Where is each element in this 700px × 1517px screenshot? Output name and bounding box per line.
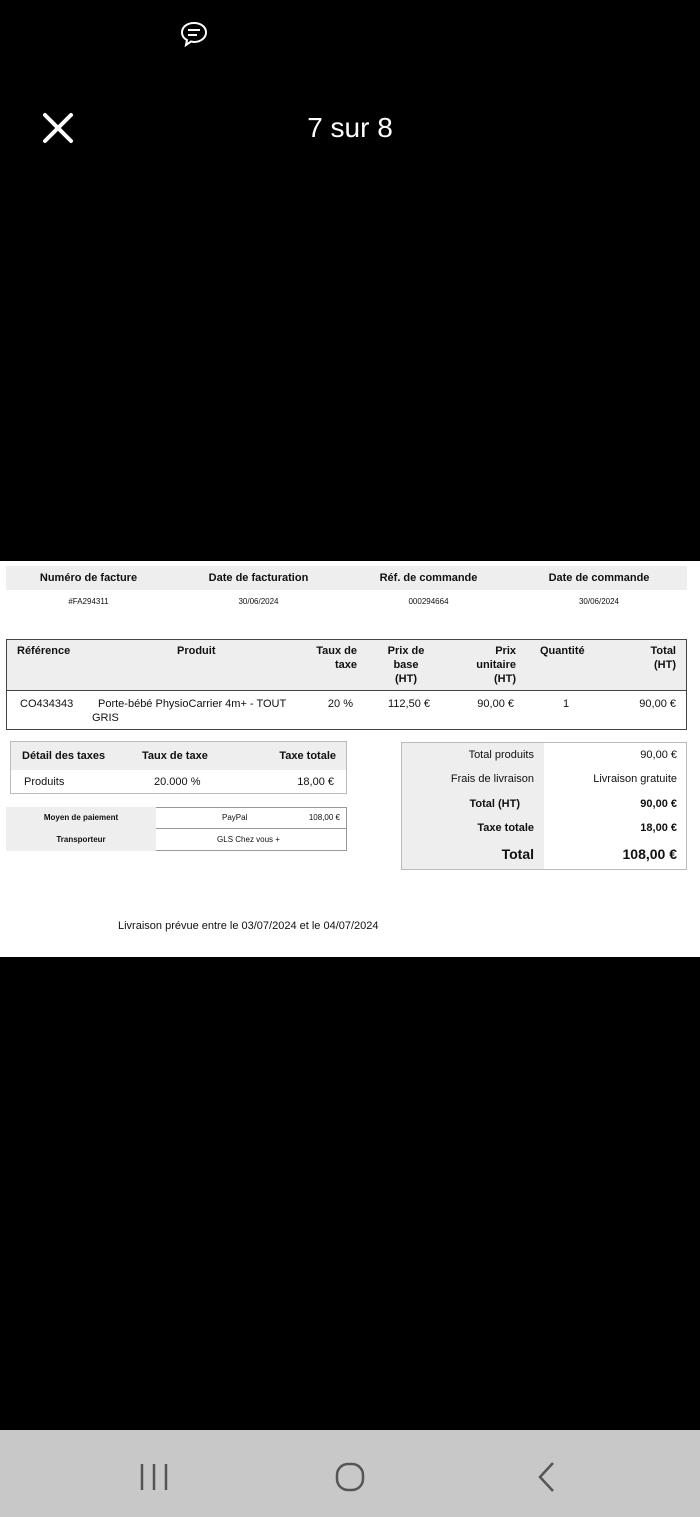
payment-method-value: PayPal <box>222 813 248 822</box>
total-tax-label: Taxe totale <box>477 822 534 834</box>
total-products-value: 90,00 € <box>640 749 677 761</box>
recent-apps-icon <box>134 1460 174 1494</box>
carrier-value: GLS Chez vous + <box>217 835 280 844</box>
row-unit-price: 90,00 € <box>477 698 514 710</box>
col-base-price: Prix de base (HT) <box>387 645 425 685</box>
header-order-ref-label: Réf. de commande <box>379 572 478 584</box>
tax-detail-products: Produits <box>24 776 65 788</box>
order-date-value: 30/06/2024 <box>578 597 620 606</box>
home-button[interactable] <box>330 1460 370 1494</box>
col-unit-price: Prix unitaire (HT) <box>476 645 516 685</box>
tax-detail-rate-header: Taux de taxe <box>142 750 208 762</box>
row-tax-rate: 20 % <box>327 698 353 710</box>
total-ht-value: 90,00 € <box>640 798 677 810</box>
chat-bubble-icon[interactable] <box>180 20 208 48</box>
recent-apps-button[interactable] <box>134 1460 174 1494</box>
row-product-line1: Porte-bébé PhysioCarrier 4m+ - TOUT <box>98 698 287 710</box>
back-button[interactable] <box>526 1460 566 1494</box>
delivery-note: Livraison prévue entre le 03/07/2024 et le 04/07/2024 <box>118 920 379 932</box>
grand-total-value: 108,00 € <box>622 846 677 862</box>
back-icon <box>526 1460 566 1494</box>
col-tax-rate: Taux de taxe <box>316 645 357 671</box>
row-quantity: 1 <box>562 698 570 710</box>
invoice-number-value: #FA294311 <box>68 597 109 606</box>
header-invoice-number-label: Numéro de facture <box>39 572 138 584</box>
tax-detail-amount: 18,00 € <box>297 776 334 788</box>
col-total: Total (HT) <box>650 645 676 671</box>
shipping-value: Livraison gratuite <box>593 773 677 785</box>
home-icon <box>330 1460 370 1494</box>
payment-method-label: Moyen de paiement <box>6 807 156 829</box>
invoice-date-value: 30/06/2024 <box>238 597 279 606</box>
tax-detail-rate: 20.000 % <box>154 776 201 788</box>
row-reference: CO434343 <box>20 698 74 710</box>
grand-total-label: Total <box>501 846 534 862</box>
col-product: Produit <box>177 645 216 657</box>
total-tax-value: 18,00 € <box>640 822 677 834</box>
header-invoice-date-label: Date de facturation <box>208 572 309 584</box>
row-base-price: 112,50 € <box>387 698 430 710</box>
col-quantity: Quantité <box>540 645 585 657</box>
tax-detail-total-header: Taxe totale <box>279 750 336 762</box>
carrier-label: Transporteur <box>6 829 156 851</box>
total-ht-label: Total (HT) <box>469 798 520 810</box>
tax-detail-title: Détail des taxes <box>22 750 106 762</box>
payment-method-amount: 108,00 € <box>308 813 340 822</box>
header-order-date-label: Date de commande <box>548 572 650 584</box>
image-counter: 7 sur 8 <box>307 112 393 143</box>
shipping-label: Frais de livraison <box>450 773 534 785</box>
row-total: 90,00 € <box>639 698 676 710</box>
system-nav-bar <box>0 1430 700 1517</box>
order-ref-value: 000294664 <box>408 597 449 606</box>
invoice-document[interactable] <box>0 561 700 957</box>
col-reference: Référence <box>17 645 71 657</box>
total-products-label: Total produits <box>468 749 534 761</box>
row-product-line2: GRIS <box>92 712 119 724</box>
